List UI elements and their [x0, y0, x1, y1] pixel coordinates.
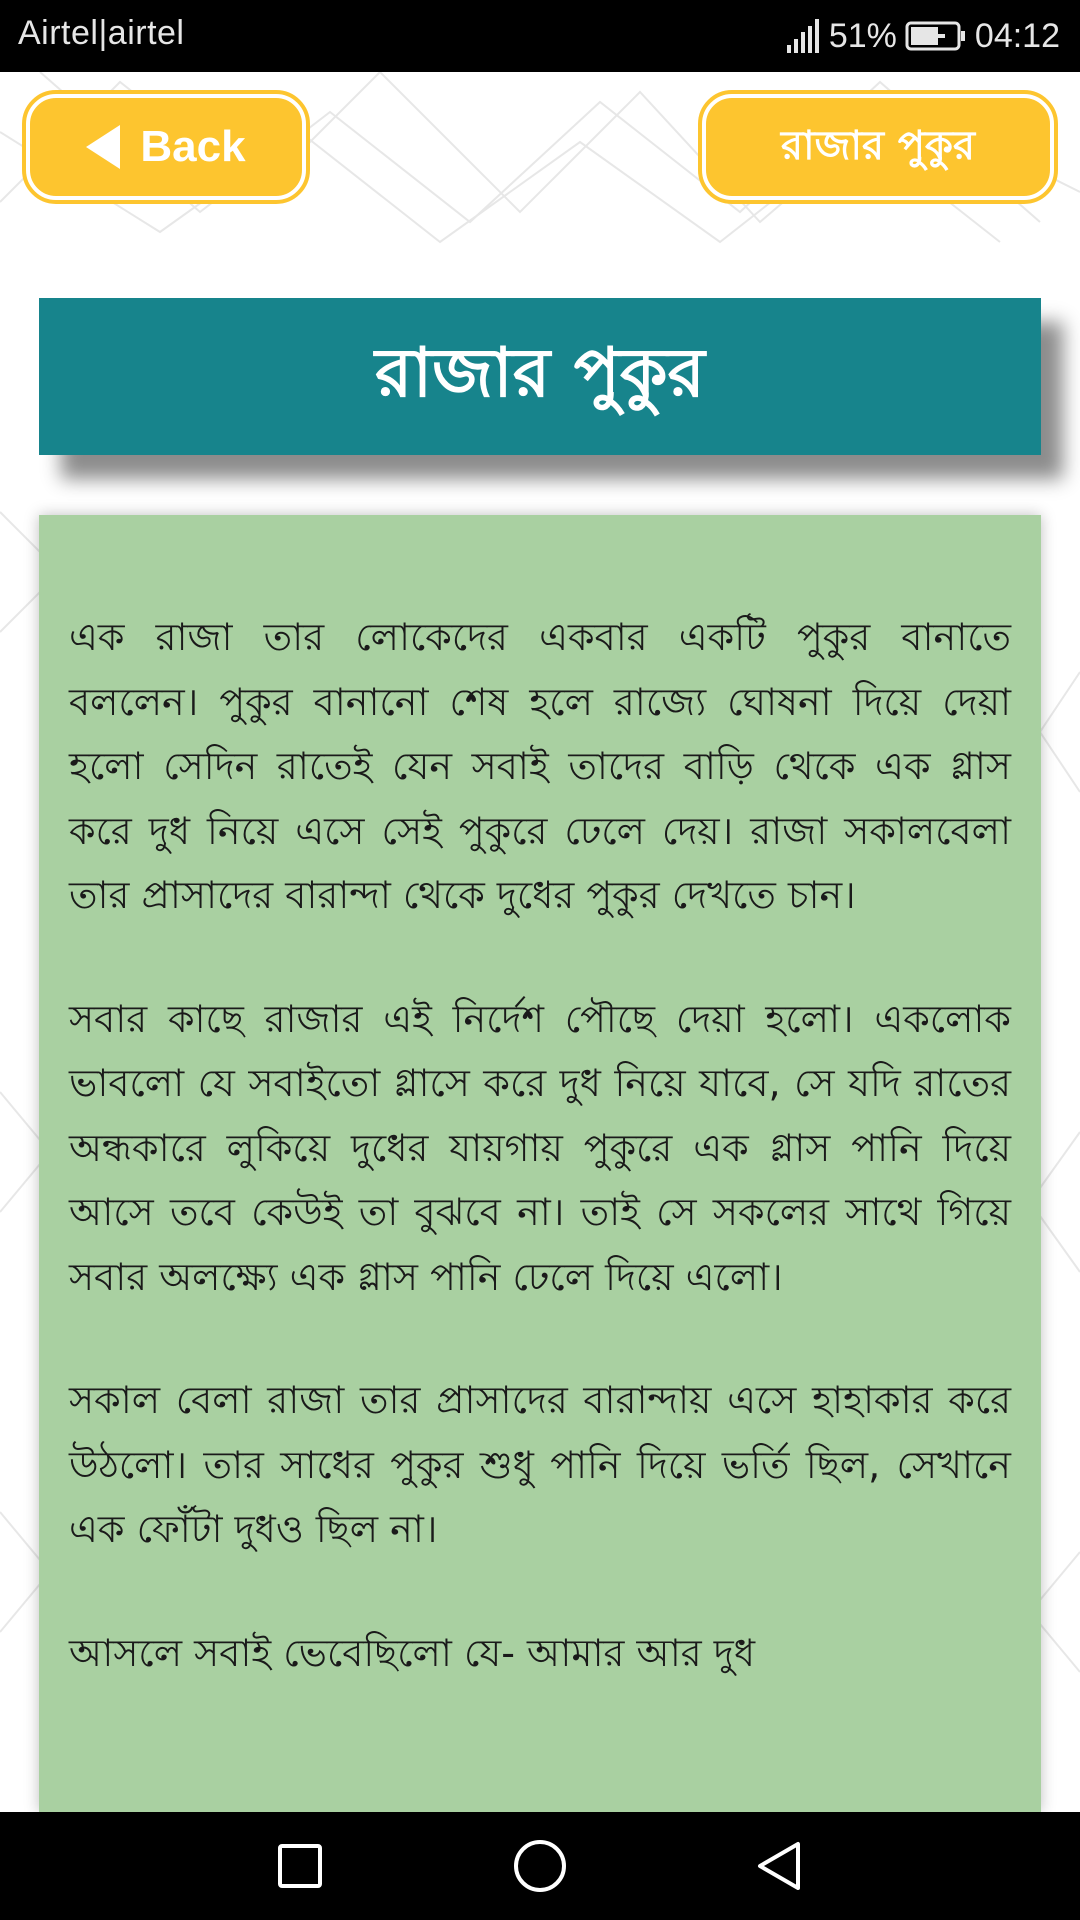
story-title-button[interactable] [702, 94, 1054, 200]
back-arrow-icon [86, 125, 120, 169]
back-button[interactable] [26, 94, 306, 200]
status-indicators [785, 12, 1060, 60]
recents-button[interactable] [270, 1836, 330, 1896]
recents-square-icon [276, 1842, 324, 1890]
status-bar [0, 0, 1080, 72]
signal-icon [785, 19, 821, 53]
battery-percentage: 51% [828, 16, 897, 55]
home-circle-icon [512, 1838, 568, 1894]
story-paragraph: সবার কাছে রাজার এই নির্দেশ পৌছে দেয়া হলো। একলোক ভাবলো যে সবাইতো গ্লাসে করে দুধ নিয়ে যাবে, সে যদি রাতের অন্ধকারে লুকিয়ে দুধের যায়গায় পুকুরে এক গ্লাস পানি দিয়ে আসে তবে কেউই তা বুঝবে না। তাই সে সকলের সাথে গিয়ে সবার অলক্ষ্যে এক গ্লাস পানি ঢেলে দিয়ে এলো। [69, 996, 1011, 1299]
story-text [69, 605, 1011, 1744]
battery-charging-icon [905, 20, 967, 52]
page-title: রাজার পুকুর [375, 333, 705, 413]
clock-time: 04:12 [974, 16, 1060, 55]
story-paragraph: এক রাজা তার লোকেদের একবার একটি পুকুর বানাতে বললেন। পুকুর বানানো শেষ হলে রাজ্যে ঘোষনা দিয়ে দেয়া হলো সেদিন রাতেই যেন সবাই তাদের বাড়ি থেকে এক গ্লাস করে দুধ নিয়ে এসে সেই পুকুরে ঢেলে দেয়। রাজা সকালবেলা তার প্রাসাদের বারান্দা থেকে দুধের পুকুর দেখতে চান। [69, 615, 1011, 917]
nav-back-button[interactable] [750, 1836, 810, 1896]
story-title-button-label: রাজার পুকুর [780, 122, 976, 169]
story-paragraph: সকাল বেলা রাজা তার প্রাসাদের বারান্দায় এসে হাহাকার করে উঠলো। তার সাধের পুকুর শুধু পানি দিয়ে ভর্তি ছিল, সেখানে এক ফোঁটা দুধও ছিল না। [69, 1378, 1011, 1551]
navigation-bar [0, 1812, 1080, 1920]
back-triangle-icon [754, 1840, 806, 1892]
home-button[interactable] [510, 1836, 570, 1896]
story-paragraph: আসলে সবাই ভেবেছিলো যে- আমার আর দুধ [69, 1630, 756, 1675]
carrier-name: Airtel|airtel [18, 14, 185, 52]
story-title-banner [39, 298, 1041, 455]
back-button-label: Back [140, 122, 246, 171]
story-card[interactable] [39, 515, 1041, 1812]
